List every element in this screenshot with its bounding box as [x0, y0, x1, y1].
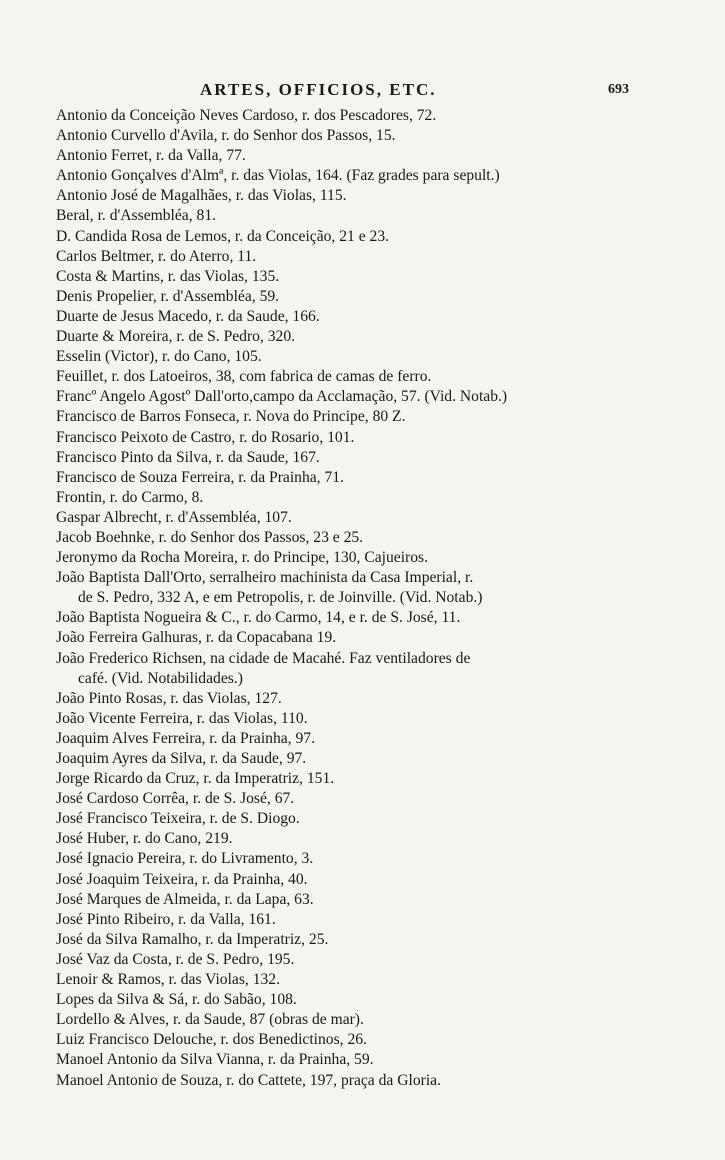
- directory-entry: Lopes da Silva & Sá, r. do Sabão, 108.: [56, 991, 297, 1009]
- directory-entry: Costa & Martins, r. das Violas, 135.: [56, 267, 280, 285]
- directory-entry: João Baptista Nogueira & C., r. do Carmo, 14, e r. de S. José, 11.: [56, 609, 461, 627]
- directory-entry: Antonio Ferret, r. da Valla, 77.: [56, 147, 246, 165]
- directory-entry: Antonio José de Magalhães, r. das Violas, 115.: [56, 187, 347, 205]
- directory-entry: Lenoir & Ramos, r. das Violas, 132.: [56, 971, 280, 989]
- directory-entry: Feuillet, r. dos Latoeiros, 38, com fabrica de camas de ferro.: [56, 368, 432, 386]
- directory-entry: Gaspar Albrecht, r. d'Assembléa, 107.: [56, 508, 292, 526]
- directory-entry: José da Silva Ramalho, r. da Imperatriz, 25.: [56, 930, 329, 948]
- directory-entry: Jacob Boehnke, r. do Senhor dos Passos, 23 e 25.: [56, 528, 364, 546]
- page-header: [0, 80, 725, 102]
- entry-text: João Baptista Dall'Orto, serralheiro machinista da Casa Imperial, r.: [56, 569, 474, 587]
- directory-entry: Luiz Francisco Delouche, r. dos Benedictinos, 26.: [56, 1031, 367, 1049]
- directory-entry: Duarte de Jesus Macedo, r. da Saude, 166.: [56, 307, 320, 325]
- directory-entry: Joaquim Ayres da Silva, r. da Saude, 97.: [56, 750, 307, 767]
- directory-entry: Frontin, r. do Carmo, 8.: [56, 488, 204, 506]
- directory-entry: Manoel Antonio da Silva Vianna, r. da Prainha, 59.: [56, 1051, 374, 1069]
- directory-entry: Antonio da Conceição Neves Cardoso, r. dos Pescadores, 72.: [56, 107, 437, 124]
- directory-entry: José Joaquim Teixeira, r. da Prainha, 40.: [56, 870, 308, 888]
- directory-entry: Manoel Antonio de Souza, r. do Cattete, 197, praça da Gloria.: [56, 1071, 441, 1089]
- directory-entry: Lordello & Alves, r. da Saude, 87 (obras de mar).: [56, 1011, 364, 1029]
- directory-entry: João Vicente Ferreira, r. das Violas, 110.: [56, 709, 308, 727]
- directory-entry: D. Candida Rosa de Lemos, r. da Conceição, 21 e 23.: [56, 227, 390, 245]
- directory-entry: José Francisco Teixeira, r. de S. Diogo.: [56, 810, 300, 828]
- directory-entry: Jorge Ricardo da Cruz, r. da Imperatriz, 151.: [56, 770, 335, 788]
- directory-entry: Francisco Pinto da Silva, r. da Saude, 167.: [56, 448, 320, 466]
- directory-entry: Joaquim Alves Ferreira, r. da Prainha, 97.: [56, 729, 315, 747]
- directory-entry: João Pinto Rosas, r. das Violas, 127.: [56, 689, 282, 707]
- directory-entry: João Ferreira Galhuras, r. da Copacabana 19.: [56, 629, 337, 647]
- directory-entry: Francisco de Barros Fonseca, r. Nova do Principe, 80 Z.: [56, 408, 406, 426]
- directory-entries: [56, 106, 666, 1091]
- directory-entry: Francisco de Souza Ferreira, r. da Prainha, 71.: [56, 468, 344, 486]
- page-number: 693: [608, 82, 629, 97]
- directory-entry: Francº Angelo Agostº Dall'orto,campo da Acclamação, 57. (Vid. Notab.): [56, 388, 508, 406]
- entry-continuation: café. (Vid. Notabilidades.): [78, 669, 243, 687]
- directory-entry: José Pinto Ribeiro, r. da Valla, 161.: [56, 910, 276, 928]
- directory-entry: José Marques de Almeida, r. da Lapa, 63.: [56, 890, 314, 908]
- directory-entry: José Ignacio Pereira, r. do Livramento, 3.: [56, 850, 314, 868]
- directory-entry: [56, 649, 666, 689]
- entry-text: João Frederico Richsen, na cidade de Macahé. Faz ventiladores de: [56, 649, 471, 667]
- directory-entry: Duarte & Moreira, r. de S. Pedro, 320.: [56, 328, 296, 346]
- directory-entry: Carlos Beltmer, r. do Aterro, 11.: [56, 247, 257, 265]
- running-title: ARTES, OFFICIOS, ETC.: [200, 80, 437, 99]
- directory-entry: José Cardoso Corrêa, r. de S. José, 67.: [56, 790, 295, 808]
- directory-entry: José Vaz da Costa, r. de S. Pedro, 195.: [56, 950, 295, 968]
- directory-entry: Francisco Peixoto de Castro, r. do Rosario, 101.: [56, 428, 355, 446]
- directory-entry: [56, 568, 666, 608]
- entry-continuation: de S. Pedro, 332 A, e em Petropolis, r. de Joinville. (Vid. Notab.): [78, 589, 483, 607]
- directory-entry: Antonio Gonçalves d'Almª, r. das Violas, 164. (Faz grades para sepult.): [56, 167, 500, 185]
- directory-entry: Denis Propelier, r. d'Assembléa, 59.: [56, 287, 280, 305]
- directory-entry: Antonio Curvello d'Avila, r. do Senhor dos Passos, 15.: [56, 127, 396, 145]
- directory-entry: José Huber, r. do Cano, 219.: [56, 830, 233, 848]
- directory-entry: Beral, r. d'Assembléa, 81.: [56, 207, 217, 225]
- directory-entry: Esselin (Victor), r. do Cano, 105.: [56, 348, 262, 366]
- directory-entry: Jeronymo da Rocha Moreira, r. do Principe, 130, Cajueiros.: [56, 549, 429, 567]
